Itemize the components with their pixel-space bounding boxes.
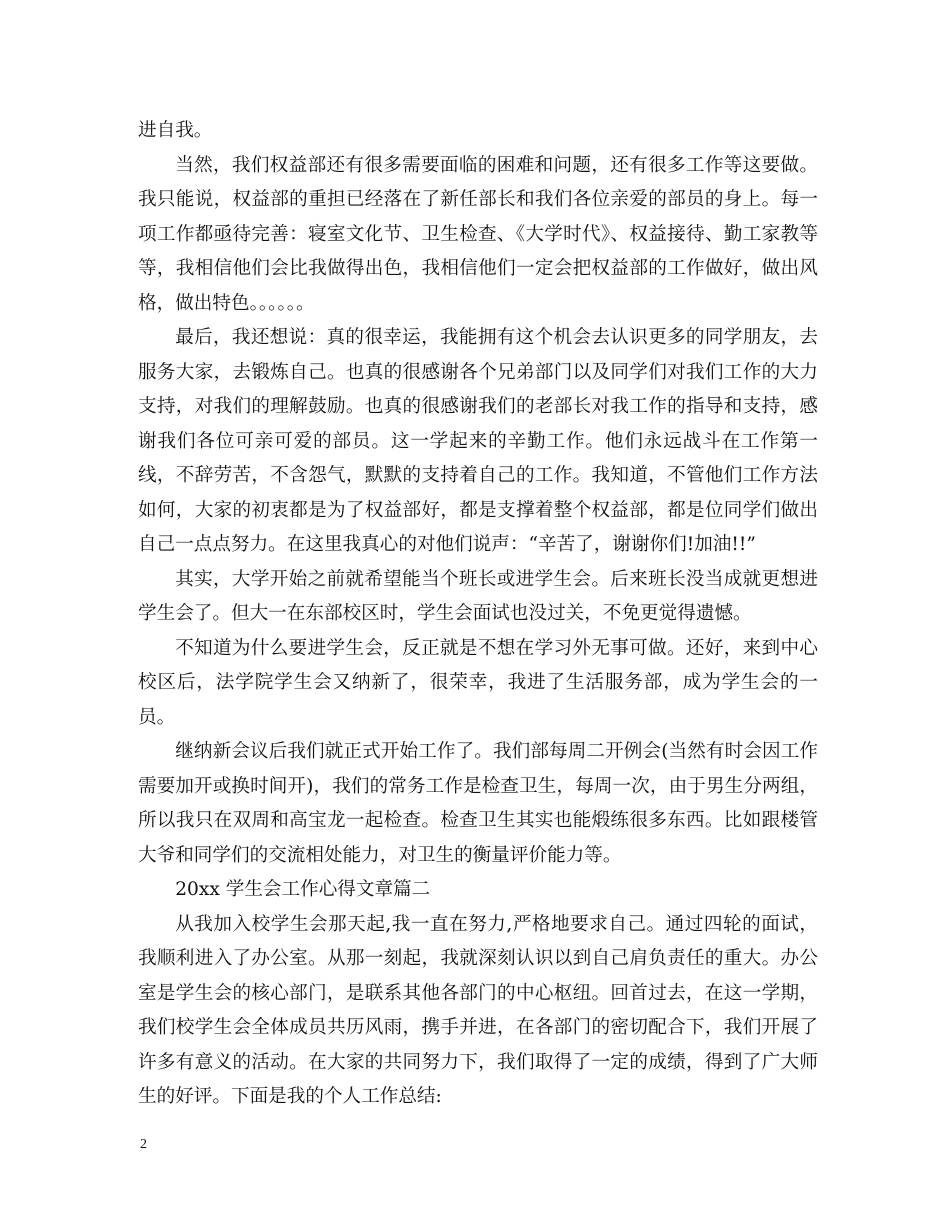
document-body [138,114,818,1115]
paragraph: 继纳新会议后我们就正式开始工作了。我们部每周二开例会(当然有时会因工作需要加开或换时间开)，我们的常务工作是检查卫生，每周一次，由于男生分两组，所以我只在双周和高宝龙一起检查。检查卫生其实也能煅练很多东西。比如跟楼管大爷和同学们的交流相处能力，对卫生的衡量评价能力等。 [138,741,818,866]
paragraph: 从我加入校学生会那天起,我一直在努力,严格地要求自己。通过四轮的面试，我顺利进入了办公室。从那一刻起，我就深刻认识以到自己肩负责任的重大。办公室是学生会的核心部门，是联系其他各部门的中心枢纽。回首过去，在这一学期，我们校学生会全体成员共历风雨，携手并进，在各部门的密切配合下，我们开展了许多有意义的活动。在大家的共同努力下，我们取得了一定的成绩，得到了广大师生的好评。下面是我的个人工作总结: [138,913,818,1107]
paragraph: 当然，我们权益部还有很多需要面临的困难和问题，还有很多工作等这要做。我只能说，权益部的重担已经落在了新任部长和我们各位亲爱的部员的身上。每一项工作都亟待完善：寝室文化节、卫生检查、《大学时代》、权益接待、勤工家教等等，我相信他们会比我做得出色，我相信他们一定会把权益部的工作做好，做出风格，做出特色。。。。。。 [138,154,818,314]
paragraph: 其实，大学开始之前就希望能当个班长或进学生会。后来班长没当成就更想进学生会了。但大一在东部校区时，学生会面试也没过关，不免更觉得遗憾。 [138,568,818,624]
paragraph-continuation: 进自我。 [138,120,213,141]
paragraph: 最后，我还想说：真的很幸运，我能拥有这个机会去认识更多的同学朋友，去服务大家，去锻炼自己。也真的很感谢各个兄弟部门以及同学们对我们工作的大力支持，对我们的理解鼓励。也真的很感谢我们的老部长对我工作的指导和支持，感谢我们各位可亲可爱的部员。这一学起来的辛勤工作。他们永远战斗在工作第一线，不辞劳苦，不含怨气，默默的支持着自己的工作。我知道，不管他们工作方法如何，大家的初衷都是为了权益部好，都是支撑着整个权益部，都是位同学们做出自己一点点努力。在这里我真心的对他们说声：“辛苦了，谢谢你们!加油!!” [138,327,818,555]
paragraph: 不知道为什么要进学生会，反正就是不想在学习外无事可做。还好，来到中心校区后，法学院学生会又纳新了，很荣幸，我进了生活服务部，成为学生会的一员。 [138,637,818,728]
section-heading: 20xx 学生会工作心得文章篇二 [175,879,431,900]
page-number: 2 [140,1137,147,1152]
